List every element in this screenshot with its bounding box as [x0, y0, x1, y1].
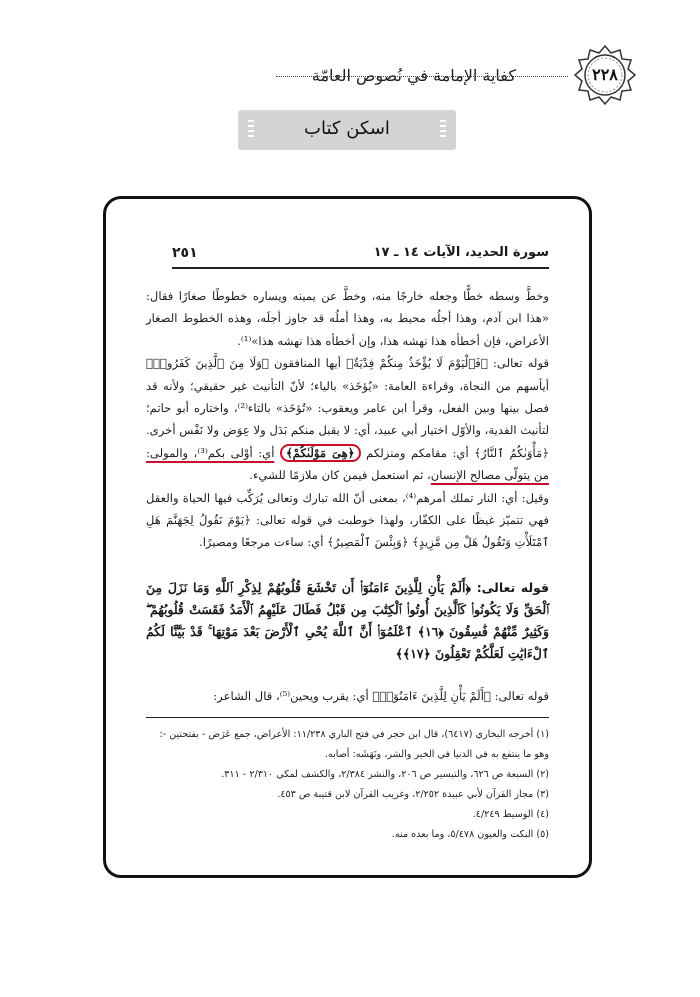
page-number-badge: [574, 44, 636, 106]
header-title: كفاية الإمامة في نُصوص العامّة: [311, 66, 516, 85]
verse-lead: قوله تعالى:: [476, 580, 549, 595]
book-header: [172, 245, 549, 269]
footnote-2: (٢) السبعة ص ٦٢٦، والتيسير ص ٢٠٦، والنشر ٢/٣٨٤، والكشف لمكي ٢/٣١٠ - ٣١١.: [221, 769, 549, 780]
verse-block: [146, 577, 549, 665]
paragraph-3: وقيل: أي: النار تملك أمرهم⁽⁴⁾، بمعنى أنّ الله تبارك وتعالى يُرَكِّب فيها الحياة والعقل فهي تتميّز غيظًا على الكفّار، ولهذا خوطبت في قوله تعالى: ﴿يَوْمَ نَقُولُ لِجَهَنَّمَ هَلِ ٱمْتَلَأْتِ وَتَقُولُ هَلْ مِن مَّزِيدٍ﴾ ﴿وَبِئْسَ ٱلْمَصِيرُ﴾ أي: ساءت مرجعًا ومصيرًا.: [146, 490, 549, 550]
footnote-5: (٥) النكت والعيون ٥/٤٧٨، وما بعده منه.: [391, 829, 549, 840]
underlined-phrase: أي: أوْلى بكم⁽³⁾، والمولى: من يتولّى مصالح الإنسان: [146, 445, 549, 483]
body-text: [146, 285, 549, 554]
paragraph-2-text: قوله تعالى: ﴿فَٱلْيَوْمَ لَا يُؤْخَذُ مِنكُمْ فِدْيَةٌ﴾ أيها المنافقون ﴿وَلَا مِنَ ٱلَّذِينَ كَفَرُوا۟﴾ أيأسهم من النجاة، وقراءة العامة: «يُؤخَذ» بالياء؛ لأنّ التأنيث غير حقيقي؛ ولأنه قد فصل بينها وبين الفعل، وقرأ ابن عامر ويعقوب: «تُؤخَذ» بالتاء⁽²⁾، واختاره أبو حاتم؛ لتأنيث الفدية، والأوّل اختيار أبي عبيد، أي: لا يقبل منكم بَدَل ولا عِوَض ولا نَفْس أخرى. ﴿مَأْوَىٰكُمُ ٱلنَّارُ﴾ أي: مقامكم ومنزلكم: [146, 356, 550, 460]
footnotes: [146, 725, 549, 845]
scanned-page: [103, 196, 592, 878]
after-underline: ، ثم استعمل فيمن كان ملازمًا للشيء.: [249, 468, 431, 483]
scan-banner: [238, 110, 456, 150]
book-header-title: سورة الحديد، الآيات ١٤ ـ ١٧: [373, 245, 549, 260]
after-verse-text: قوله تعالى: ﴿أَلَمْ يَأْنِ لِلَّذِينَ ءَامَنُوٓا۟﴾ أي: يقرب ويحين⁽⁵⁾، قال الشاعر:: [213, 689, 549, 703]
page-number: ٢٢٨: [592, 65, 618, 84]
header-divider: [276, 76, 568, 77]
paragraph-1: وخطَّ وسطه خطًّا وجعله خارجًا منه، وخطَّ عن يمينه ويساره خطوطًا صغارًا فقال: «هذا ابن آدم، وهذا أجلُه محيط به، وهذا أملُه قد جاوز أجلَه، وهذه الخطوط الصغار الأعراض، فإن أخطأه هذا نهشه هذا، وإن أخطأه هذا نهشه هذا»⁽¹⁾.: [146, 289, 549, 348]
verse-text: ﴿أَلَمْ يَأْنِ لِلَّذِينَ ءَامَنُوٓا۟ أَن تَخْشَعَ قُلُوبُهُمْ لِذِكْرِ ٱللَّهِ وَمَا نَزَلَ مِنَ ٱلْحَقِّ وَلَا يَكُونُوا۟ كَٱلَّذِينَ أُوتُوا۟ ٱلْكِتَٰبَ مِن قَبْلُ فَطَالَ عَلَيْهِمُ ٱلْأَمَدُ فَقَسَتْ قُلُوبُهُمْ ۖ وَكَثِيرٌ مِّنْهُمْ فَٰسِقُونَ ﴿١٦﴾ ٱعْلَمُوٓا۟ أَنَّ ٱللَّهَ يُحْىِ ٱلْأَرْضَ بَعْدَ مَوْتِهَا ۚ قَدْ بَيَّنَّا لَكُمُ ٱلْءَايَٰتِ لَعَلَّكُمْ تَعْقِلُونَ ﴿١٧﴾﴾: [146, 580, 549, 661]
book-page-number: ٢٥١: [172, 245, 198, 261]
scan-banner-label: اسكن كتاب: [304, 118, 390, 139]
page-header: [96, 44, 636, 104]
paragraph-2: [146, 352, 549, 486]
footnote-divider: [146, 717, 549, 718]
circled-phrase: ﴿هِىَ مَوْلَىٰكُمْ﴾: [280, 444, 361, 462]
footnote-1: (١) أخرجه البخاري (٦٤١٧)، قال ابن حجر في فتح الباري ١١/٢٣٨: الأعراض، جمع عَرَض - بفتحتين -: وهو ما ينتفع به في الدنيا في الخير والشر، ونَهَشَه: أصابه.: [159, 729, 549, 760]
footnote-3: (٣) مجاز القرآن لأبي عبيدة ٢/٢٥٢، وغريب القرآن لابن قتيبة ص ٤٥٣.: [277, 789, 549, 800]
footnote-4: (٤) الوسيط ٤/٢٤٩.: [472, 809, 549, 820]
verse-paragraph: [146, 577, 549, 665]
